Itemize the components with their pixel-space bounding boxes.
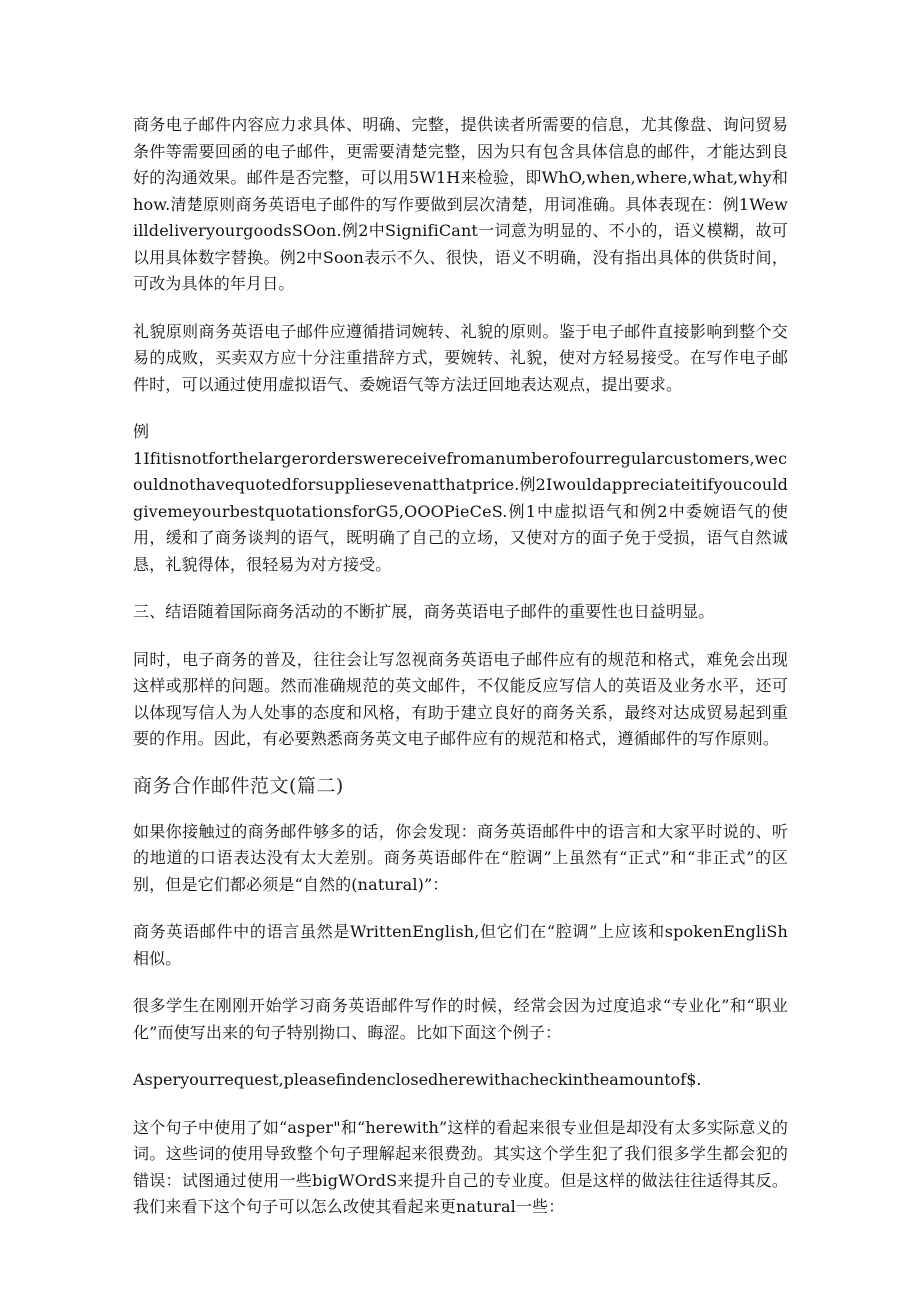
paragraph-gap (133, 578, 788, 599)
paragraph-gap (133, 753, 788, 771)
paragraph-gap (133, 898, 788, 919)
paragraph-written-english: 商务英语邮件中的语言虽然是WrittenEnglish,但它们在“腔调”上应该和spokenEngliSh相似。 (133, 922, 788, 968)
paragraph-conclusion: 三、结语随着国际商务活动的不断扩展，商务英语电子邮件的重要性也日益明显。 (133, 602, 715, 621)
paragraph-gap (133, 972, 788, 993)
example-label: 例 (133, 422, 150, 441)
paragraph-gap (133, 801, 788, 819)
paragraph-gap (133, 626, 788, 647)
paragraph-natural-language: 如果你接触过的商务邮件够多的话，你会发现：商务英语邮件中的语言和大家平时说的、听的地道的口语表达没有太大差别。商务英语邮件在“腔调”上虽然有“正式”和“非正式”的区别，但是它们都必须是“自然的(natural)”： (133, 821, 788, 894)
paragraph-gap (133, 298, 788, 319)
paragraph-examples: 1Ifitisnotforthelargerorderswereceivefromanumberofourregularcustomers,wecouldnothavequotedforsuppliesevenatthatprice.例2IwouldappreciateitifyoucouldgivemeyourbestquotationsforG5,OOOPieCeS.例1中虚拟语气和例2中委婉语气的使用，缓和了商务谈判的语气，既明确了自己的立场，又使对方的面子免于受损，语气自然诚恳，礼貌得体，很轻易为对方接受。 (133, 448, 788, 574)
paragraph-completeness-clarity: 商务电子邮件内容应力求具体、明确、完整，提供读者所需要的信息，尤其像盘、询问贸易条件等需要回函的电子邮件，更需要清楚完整，因为只有包含具体信息的邮件，才能达到良好的沟通效果。邮件是否完整，可以用5W1H来检验，即WhO,when,where,what,why和how.清楚原则商务英语电子邮件的写作要做到层次清楚，用词准确。具体表现在：例1WewilldeliveryourgoodsSOon.例2中SignifiCant一词意为明显的、不小的，语义模糊，故可以用具体数字替换。例2中Soon表示不久、很快，语义不明确，没有指出具体的供货时间，可改为具体的年月日。 (133, 115, 788, 293)
section-heading: 商务合作邮件范文(篇二) (133, 774, 344, 797)
paragraph-gap (133, 398, 788, 419)
example-sentence: Asperyourrequest,pleasefindenclosedherewithacheckintheamountof$. (133, 1070, 702, 1089)
paragraph-courtesy: 礼貌原则商务英语电子邮件应遵循措词婉转、礼貌的原则。鉴于电子邮件直接影响到整个交易的成败，买卖双方应十分注重措辞方式，要婉转、礼貌，使对方轻易接受。在写作电子邮件时，可以通过使用虚拟语气、委婉语气等方法迂回地表达观点，提出要求。 (133, 321, 788, 394)
paragraph-big-words: 这个句子中使用了如“asper"和“herewith”这样的看起来很专业但是却没有太多实际意义的词。这些词的使用导致整个句子理解起来很费劲。其实这个学生犯了我们很多学生都会犯的错误：试图通过使用一些bigWOrdS来提升自己的专业度。但是这样的做法往往适得其反。我们来看下这个句子可以怎么改使其看起来更natural一些： (133, 1117, 788, 1216)
paragraph-gap (133, 1046, 788, 1067)
document-body (133, 112, 788, 1221)
paragraph-awkward-sentences: 很多学生在刚刚开始学习商务英语邮件写作的时候，经常会因为过度追求“专业化”和“职业化”而使写出来的句子特别拗口、晦涩。比如下面这个例子： (133, 996, 788, 1042)
paragraph-gap (133, 1094, 788, 1115)
paragraph-standards: 同时，电子商务的普及，往往会让写忽视商务英语电子邮件应有的规范和格式，难免会出现这样或那样的问题。然而准确规范的英文邮件，不仅能反应写信人的英语及业务水平，还可以体现写信人为人处事的态度和风格，有助于建立良好的商务关系，最终对达成贸易起到重要的作用。因此，有必要熟悉商务英文电子邮件应有的规范和格式，遵循邮件的写作原则。 (133, 649, 788, 748)
